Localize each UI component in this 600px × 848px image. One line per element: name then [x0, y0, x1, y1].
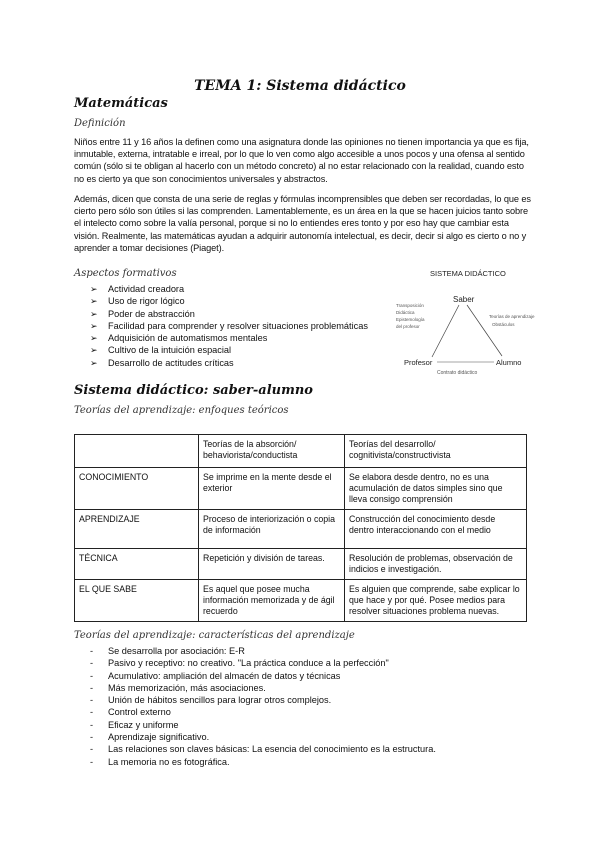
table-row [75, 580, 527, 622]
table-cell: Repetición y división de tareas. [199, 549, 345, 580]
arrow-bullet-icon: ➢ [90, 357, 98, 368]
subheading-caracteristicas: Teorías del aprendizaje: características del aprendizaje [74, 630, 355, 641]
list-item: - Más memorización, más asociaciones. [90, 682, 266, 693]
document-title: TEMA 1: Sistema didáctico [194, 78, 406, 94]
dash-bullet-icon: - [90, 707, 94, 718]
arrow-bullet-icon: ➢ [90, 333, 98, 344]
label-left-edge [396, 303, 425, 329]
paragraph: Niños entre 11 y 16 años la definen como una asignatura donde las opiniones no tienen importancia ya que es fija, inmutable, externa, intratable e irreal, por lo que lo ven como algo accesible a unos pocos y una ofensa al sentido común (sólo si te obligan al hacerlo con un método concreto) al no estar relacionado con la realidad, cuando esto no es cierto ya que son conocimientos universales y abstractos. [74, 137, 529, 184]
list-item: - Eficaz y uniforme [90, 719, 179, 730]
row-label: EL QUE SABE [75, 580, 199, 622]
list-item: - Se desarrolla por asociación: E-R [90, 646, 245, 656]
list-item: ➢ Facilidad para comprender y resolver situaciones problemáticas [90, 320, 368, 331]
arrow-bullet-icon: ➢ [90, 308, 98, 319]
table-cell: Se elabora desde dentro, no es una acumulación de datos simples sino que lleva consigo comprensión [345, 468, 527, 510]
paragraph: Además, dicen que consta de una serie de reglas y fórmulas incomprensibles que deben ser recordadas, lo que es cierto pero sólo son útiles si las comprenden. Lamentablemente, es un área en la que se hacen juicios tanto sobre el intelecto como sobre la valía personal, porque si no lo entiendes eres tonto y por eso hay que cambiar esta visión. Realmente, las matemáticas ayudan a adquirir autonomía intelectual, es decir, decir si algo es cierto o no y aprender a tomar decisiones (Piaget). [74, 194, 531, 253]
dash-bullet-icon: - [90, 744, 94, 755]
dash-bullet-icon: - [90, 646, 94, 656]
svg-text:Obstáculos: Obstáculos [492, 322, 515, 327]
subheading-aspectos: Aspectos formativos [74, 268, 177, 279]
dash-bullet-icon: - [90, 732, 94, 743]
svg-text:Teorías de aprendizaje: Teorías de aprendizaje [489, 314, 535, 319]
theories-table [74, 434, 527, 622]
table-cell: Resolución de problemas, observación de indicios e investigación. [345, 549, 527, 580]
row-label: TÉCNICA [75, 549, 199, 580]
list-item: ➢ Actividad creadora [90, 284, 185, 294]
arrow-bullet-icon: ➢ [90, 296, 98, 307]
arrow-bullet-icon: ➢ [90, 345, 98, 356]
label-right-edge [489, 314, 535, 327]
table-header: Teorías del desarrollo/ cognitivista/constructivista [345, 435, 527, 468]
list-item: ➢ Poder de abstracción [90, 308, 195, 319]
svg-text:Transposición: Transposición [396, 303, 424, 308]
svg-text:del profesor: del profesor [396, 324, 420, 329]
list-item: - Las relaciones son claves básicas: La esencia del conocimiento es la estructura. [90, 744, 436, 755]
dash-bullet-icon: - [90, 756, 94, 767]
list-item: - Acumulativo: ampliación del almacén de datos y técnicas [90, 670, 341, 681]
table-cell: Se imprime en la mente desde el exterior [199, 468, 345, 510]
list-item: ➢ Cultivo de la intuición espacial [90, 345, 232, 356]
table-cell: Construcción del conocimiento desde dentro interaccionando con el medio [345, 510, 527, 549]
list-item: - Control externo [90, 707, 171, 718]
table-row [75, 510, 527, 549]
list-item: ➢ Uso de rigor lógico [90, 296, 185, 307]
didactic-system-diagram [360, 260, 545, 380]
svg-text:Didáctica: Didáctica [396, 310, 415, 315]
edge-saber-alumno [467, 305, 502, 356]
row-label: CONOCIMIENTO [75, 468, 199, 510]
dash-bullet-icon: - [90, 682, 94, 693]
table-header: Teorías de la absorción/ behaviorista/conductista [199, 435, 345, 468]
section-heading-matematicas: Matemáticas [74, 96, 168, 111]
label-bottom-edge: Contrato didáctico [437, 370, 478, 376]
section-heading-sistema: Sistema didáctico: saber-alumno [74, 383, 313, 398]
subheading-enfoques: Teorías del aprendizaje: enfoques teóricos [74, 405, 289, 416]
node-profesor: Profesor [404, 358, 433, 367]
dash-bullet-icon: - [90, 658, 94, 669]
table-cell: Es alguien que comprende, sabe explicar lo que hace y por qué. Posee medios para resolver situaciones problema nuevas. [345, 580, 527, 622]
edge-saber-profesor [432, 305, 459, 357]
node-alumno: Alumno [496, 358, 522, 367]
node-saber: Saber [453, 295, 475, 304]
table-cell: Es aquel que posee mucha información memorizada y de ágil recuerdo [199, 580, 345, 622]
list-item: - La memoria no es fotográfica. [90, 756, 230, 767]
list-item: - Unión de hábitos sencillos para lograr otros complejos. [90, 695, 332, 706]
svg-text:Epistemología: Epistemología [396, 317, 425, 322]
row-label: APRENDIZAJE [75, 510, 199, 549]
dash-bullet-icon: - [90, 719, 94, 730]
arrow-bullet-icon: ➢ [90, 320, 98, 331]
table-header-row [75, 435, 527, 468]
dash-bullet-icon: - [90, 670, 94, 681]
list-item: - Aprendizaje significativo. [90, 732, 210, 743]
list-item: ➢ Desarrollo de actitudes críticas [90, 357, 234, 368]
table-row [75, 468, 527, 510]
table-cell: Proceso de interiorización o copia de información [199, 510, 345, 549]
dash-bullet-icon: - [90, 695, 94, 706]
list-item: ➢ Adquisición de automatismos mentales [90, 333, 268, 344]
list-item: - Pasivo y receptivo: no creativo. "La práctica conduce a la perfección" [90, 658, 389, 669]
table-row [75, 549, 527, 580]
diagram-title: SISTEMA DIDÁCTICO [430, 269, 506, 278]
subheading-definicion: Definición [74, 118, 126, 129]
aspects-list [74, 283, 368, 369]
arrow-bullet-icon: ➢ [90, 284, 98, 294]
characteristics-list [74, 645, 436, 768]
